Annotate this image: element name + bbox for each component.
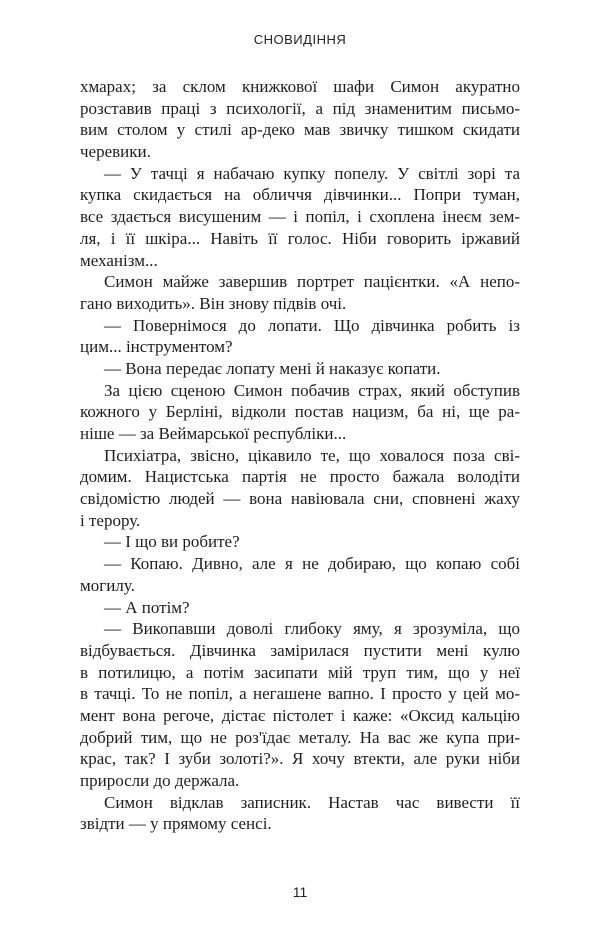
page-number: 11 (292, 884, 308, 900)
text-line: крас, так? І зуби золоті?». Я хочу втекти, але руки ніби (80, 749, 520, 769)
text-line: хмарах; за склом книжкової шафи Симон акуратно (80, 77, 520, 96)
text-line: звідти — у прямому сенсі. (80, 814, 272, 834)
text-line: — Повернімося до лопати. Що дівчинка робить із (104, 315, 520, 335)
text-line: черевики. (80, 142, 151, 162)
text-line: — Вона передає лопату мені й наказує копати. (104, 358, 441, 378)
text-line: і терору. (80, 510, 141, 530)
text-line: Симон майже завершив портрет пацієнтки. «А непо- (104, 272, 520, 292)
body-text (80, 76, 520, 835)
running-header: СНОВИДІННЯ (253, 32, 347, 47)
text-line: все здається висушеним — і попіл, і схоплена інеєм зем- (80, 207, 520, 227)
text-line: цим... інструментом? (80, 337, 233, 357)
text-line: — У тачці я набачаю купку попелу. У світлі зорі та (104, 163, 520, 183)
text-line: в потилицю, а потім засипати мій труп тим, що у неї (80, 662, 520, 682)
text-line: в тачці. То не попіл, а негашене вапно. І просто у цей мо- (80, 684, 520, 704)
text-line: купка скидається на обличчя дівчинки... Попри туман, (80, 185, 520, 205)
text-line: За цією сценою Симон побачив страх, який обступив (104, 380, 520, 400)
text-line: ля, і її шкіра... Навіть її голос. Ніби говорить іржавий (80, 228, 520, 248)
text-line: вим столом у стилі ар-деко мав звичку тишком скидати (80, 120, 520, 140)
text-line: добрий тим, що не роз'їдає металу. На вас же купа при- (80, 727, 520, 747)
text-line: свідомістю людей — вона навіювала сни, сповнені жаху (80, 489, 520, 509)
text-line: гано виходить». Він знову підвів очі. (80, 293, 347, 313)
text-line: — А потім? (104, 597, 190, 617)
text-line: — Викопавши доволі глибоку яму, я зрозуміла, що (104, 619, 520, 639)
text-line: ніше — за Веймарської республіки... (80, 424, 347, 443)
text-line: розставив праці з психології, а під знаменитим письмо- (80, 98, 520, 118)
text-line: — Копаю. Дивно, але я не добираю, що копаю собі (104, 554, 520, 574)
text-line: Симон відклав записник. Настав час вивести її (104, 792, 520, 812)
text-line: Психіатра, звісно, цікавило те, що ховалося поза сві- (104, 445, 520, 465)
text-line: приросли до держала. (80, 771, 240, 790)
text-line: механізм... (80, 250, 158, 270)
text-line: відбувається. Дівчинка замірилася пустити мені кулю (80, 640, 520, 660)
text-line: могилу. (80, 575, 135, 595)
text-line: кожного у Берліні, відколи постав нацизм, ба ні, ще ра- (80, 402, 520, 422)
text-line: домим. Нацистська партія не просто бажала володіти (80, 467, 520, 487)
text-line: — І що ви робите? (104, 532, 240, 552)
text-line: мент вона регоче, дістає пістолет і каже: «Оксид кальцію (80, 705, 520, 725)
